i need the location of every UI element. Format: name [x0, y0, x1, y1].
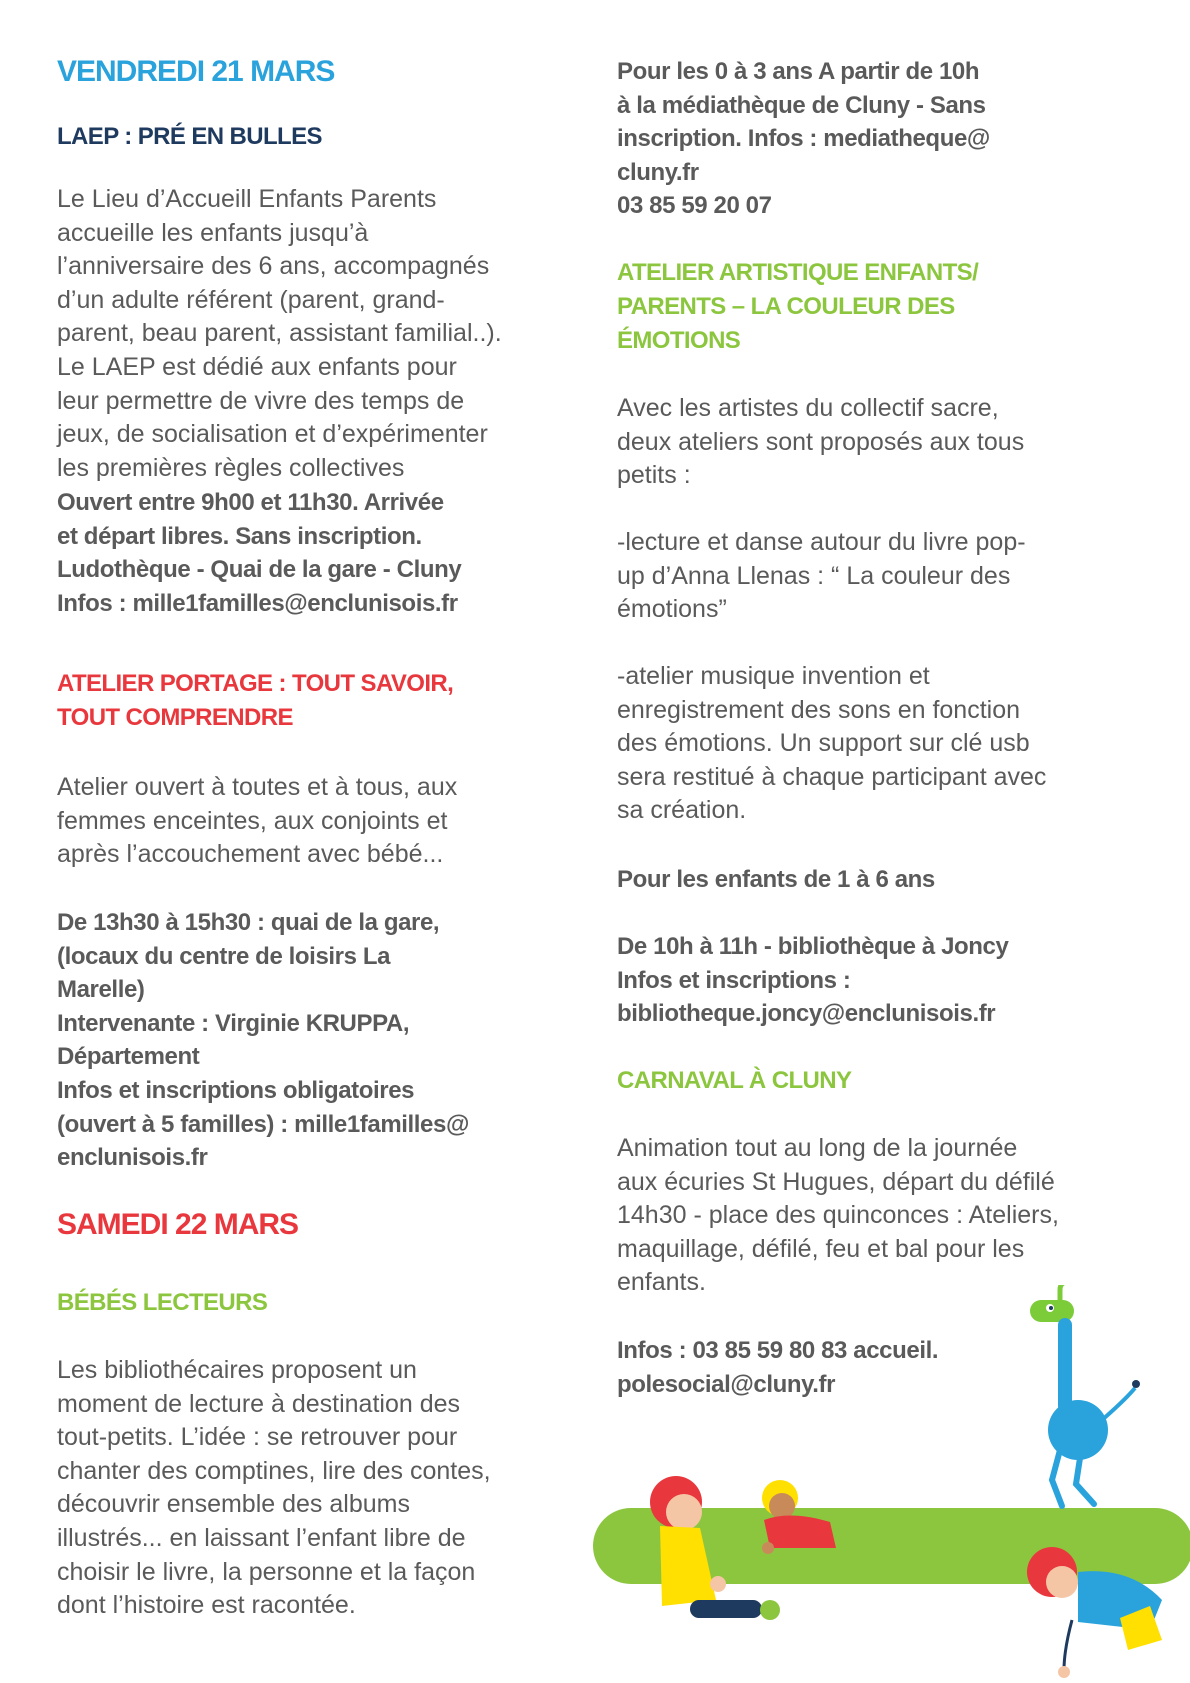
bebes-lecteurs-info	[617, 55, 990, 223]
info-line: Ouvert entre 9h00 et 11h30. Arrivée	[57, 489, 444, 516]
carnaval-title: CARNAVAL À CLUNY	[617, 1067, 852, 1094]
text-line: Le Lieu d’Accueill Enfants Parents	[57, 185, 437, 213]
text-line: les premières règles collectives	[57, 453, 405, 482]
laep-info	[57, 486, 461, 620]
text-line: moment de lecture à destination des	[57, 1389, 461, 1418]
bebes-lecteurs-title: BÉBÉS LECTEURS	[57, 1289, 268, 1316]
title-line: ATELIER ARTISTIQUE ENFANTS/	[617, 259, 979, 286]
atelier-item-musique	[617, 660, 1046, 828]
text-line: leur permettre de vivre des temps de	[57, 386, 465, 415]
text-line: up d’Anna Llenas : “ La couleur des	[617, 561, 1011, 590]
info-line: De 13h30 à 15h30 : quai de la gare,	[57, 909, 440, 936]
info-line: Ludothèque - Quai de la gare - Cluny	[57, 556, 462, 584]
text-line: femmes enceintes, aux conjoints et	[57, 806, 448, 835]
text-line: illustrés... en laissant l’enfant libre de	[57, 1523, 466, 1552]
info-line: Intervenante : Virginie KRUPPA,	[57, 1009, 410, 1037]
title-line: TOUT COMPRENDRE	[57, 704, 293, 731]
text-line: jeux, de socialisation et d’expérimenter	[57, 420, 488, 449]
text-line: sera restitué à chaque participant avec	[617, 762, 1047, 791]
info-line: (ouvert à 5 familles) : mille1familles@	[57, 1110, 469, 1138]
text-line: -atelier musique invention et	[617, 662, 930, 690]
info-line: à la médiathèque de Cluny - Sans	[617, 91, 986, 119]
text-line: 14h30 - place des quinconces : Ateliers,	[617, 1201, 1059, 1230]
text-line: Les bibliothécaires proposent un	[57, 1356, 417, 1384]
text-line: tout-petits. L’idée : se retrouver pour	[57, 1423, 458, 1452]
title-line: ATELIER PORTAGE : TOUT SAVOIR,	[57, 670, 454, 697]
text-line: accueille les enfants jusqu’à	[57, 218, 369, 247]
carnaval-description	[617, 1132, 1059, 1300]
title-line: PARENTS – LA COULEUR DES	[617, 293, 955, 320]
info-line: Pour les 0 à 3 ans A partir de 10h	[617, 58, 980, 85]
text-line: Avec les artistes du collectif sacre,	[617, 394, 999, 422]
text-line: Le LAEP est dédié aux enfants pour	[57, 352, 457, 381]
info-line: et départ libres. Sans inscription.	[57, 522, 422, 550]
laep-description	[57, 183, 502, 485]
text-line: émotions”	[617, 595, 727, 624]
atelier-artistique-title	[617, 256, 978, 358]
info-line: polesocial@cluny.fr	[617, 1370, 836, 1398]
day-heading-friday: VENDREDI 21 MARS	[57, 55, 335, 88]
text-line: découvrir ensemble des albums	[57, 1490, 410, 1519]
portage-description	[57, 771, 457, 872]
info-line: (locaux du centre de loisirs La	[57, 942, 391, 970]
text-line: sa création.	[617, 796, 747, 825]
bebes-lecteurs-description	[57, 1354, 491, 1623]
atelier-item-lecture	[617, 526, 1026, 627]
children-illustration	[585, 1285, 1190, 1683]
text-line: maquillage, défilé, feu et bal pour les	[617, 1234, 1025, 1263]
text-line: après l’accouchement avec bébé...	[57, 840, 444, 869]
text-line: parent, beau parent, assistant familial..).	[57, 319, 502, 348]
info-line: Marelle)	[57, 976, 145, 1004]
atelier-age: Pour les enfants de 1 à 6 ans	[617, 866, 935, 893]
laep-title: LAEP : PRÉ EN BULLES	[57, 123, 322, 150]
info-line: 03 85 59 20 07	[617, 192, 772, 220]
text-line: enfants.	[617, 1268, 706, 1297]
info-line: Département	[57, 1043, 200, 1071]
text-line: l’anniversaire des 6 ans, accompagnés	[57, 252, 490, 281]
text-line: -lecture et danse autour du livre pop-	[617, 528, 1026, 556]
atelier-info	[617, 930, 1008, 1031]
text-line: deux ateliers sont proposés aux tous	[617, 427, 1025, 456]
text-line: Animation tout au long de la journée	[617, 1134, 1018, 1162]
atelier-intro	[617, 392, 1024, 493]
info-line: De 10h à 11h - bibliothèque à Joncy	[617, 933, 1009, 960]
info-line: enclunisois.fr	[57, 1144, 208, 1172]
text-line: petits :	[617, 461, 691, 490]
text-line: dont l’histoire est racontée.	[57, 1591, 356, 1620]
text-line: des émotions. Un support sur clé usb	[617, 729, 1030, 758]
text-line: d’un adulte référent (parent, grand-	[57, 285, 445, 314]
giraffe-figure	[1030, 1285, 1140, 1506]
portage-info	[57, 906, 469, 1175]
day-heading-saturday: SAMEDI 22 MARS	[57, 1208, 299, 1241]
info-line: Infos et inscriptions obligatoires	[57, 1076, 415, 1104]
info-line: bibliotheque.joncy@enclunisois.fr	[617, 1000, 996, 1028]
info-line: cluny.fr	[617, 158, 699, 186]
text-line: choisir le livre, la personne et la façon	[57, 1557, 476, 1586]
portage-title	[57, 667, 453, 735]
info-line: Infos : 03 85 59 80 83 accueil.	[617, 1337, 939, 1364]
text-line: Atelier ouvert à toutes et à tous, aux	[57, 773, 458, 801]
text-line: chanter des comptines, lire des contes,	[57, 1456, 491, 1485]
title-line: ÉMOTIONS	[617, 327, 741, 354]
info-line: Infos et inscriptions :	[617, 966, 851, 994]
info-line: Infos : mille1familles@enclunisois.fr	[57, 589, 458, 617]
info-line: inscription. Infos : mediatheque@	[617, 125, 990, 153]
text-line: aux écuries St Hugues, départ du défilé	[617, 1167, 1055, 1196]
text-line: enregistrement des sons en fonction	[617, 695, 1021, 724]
